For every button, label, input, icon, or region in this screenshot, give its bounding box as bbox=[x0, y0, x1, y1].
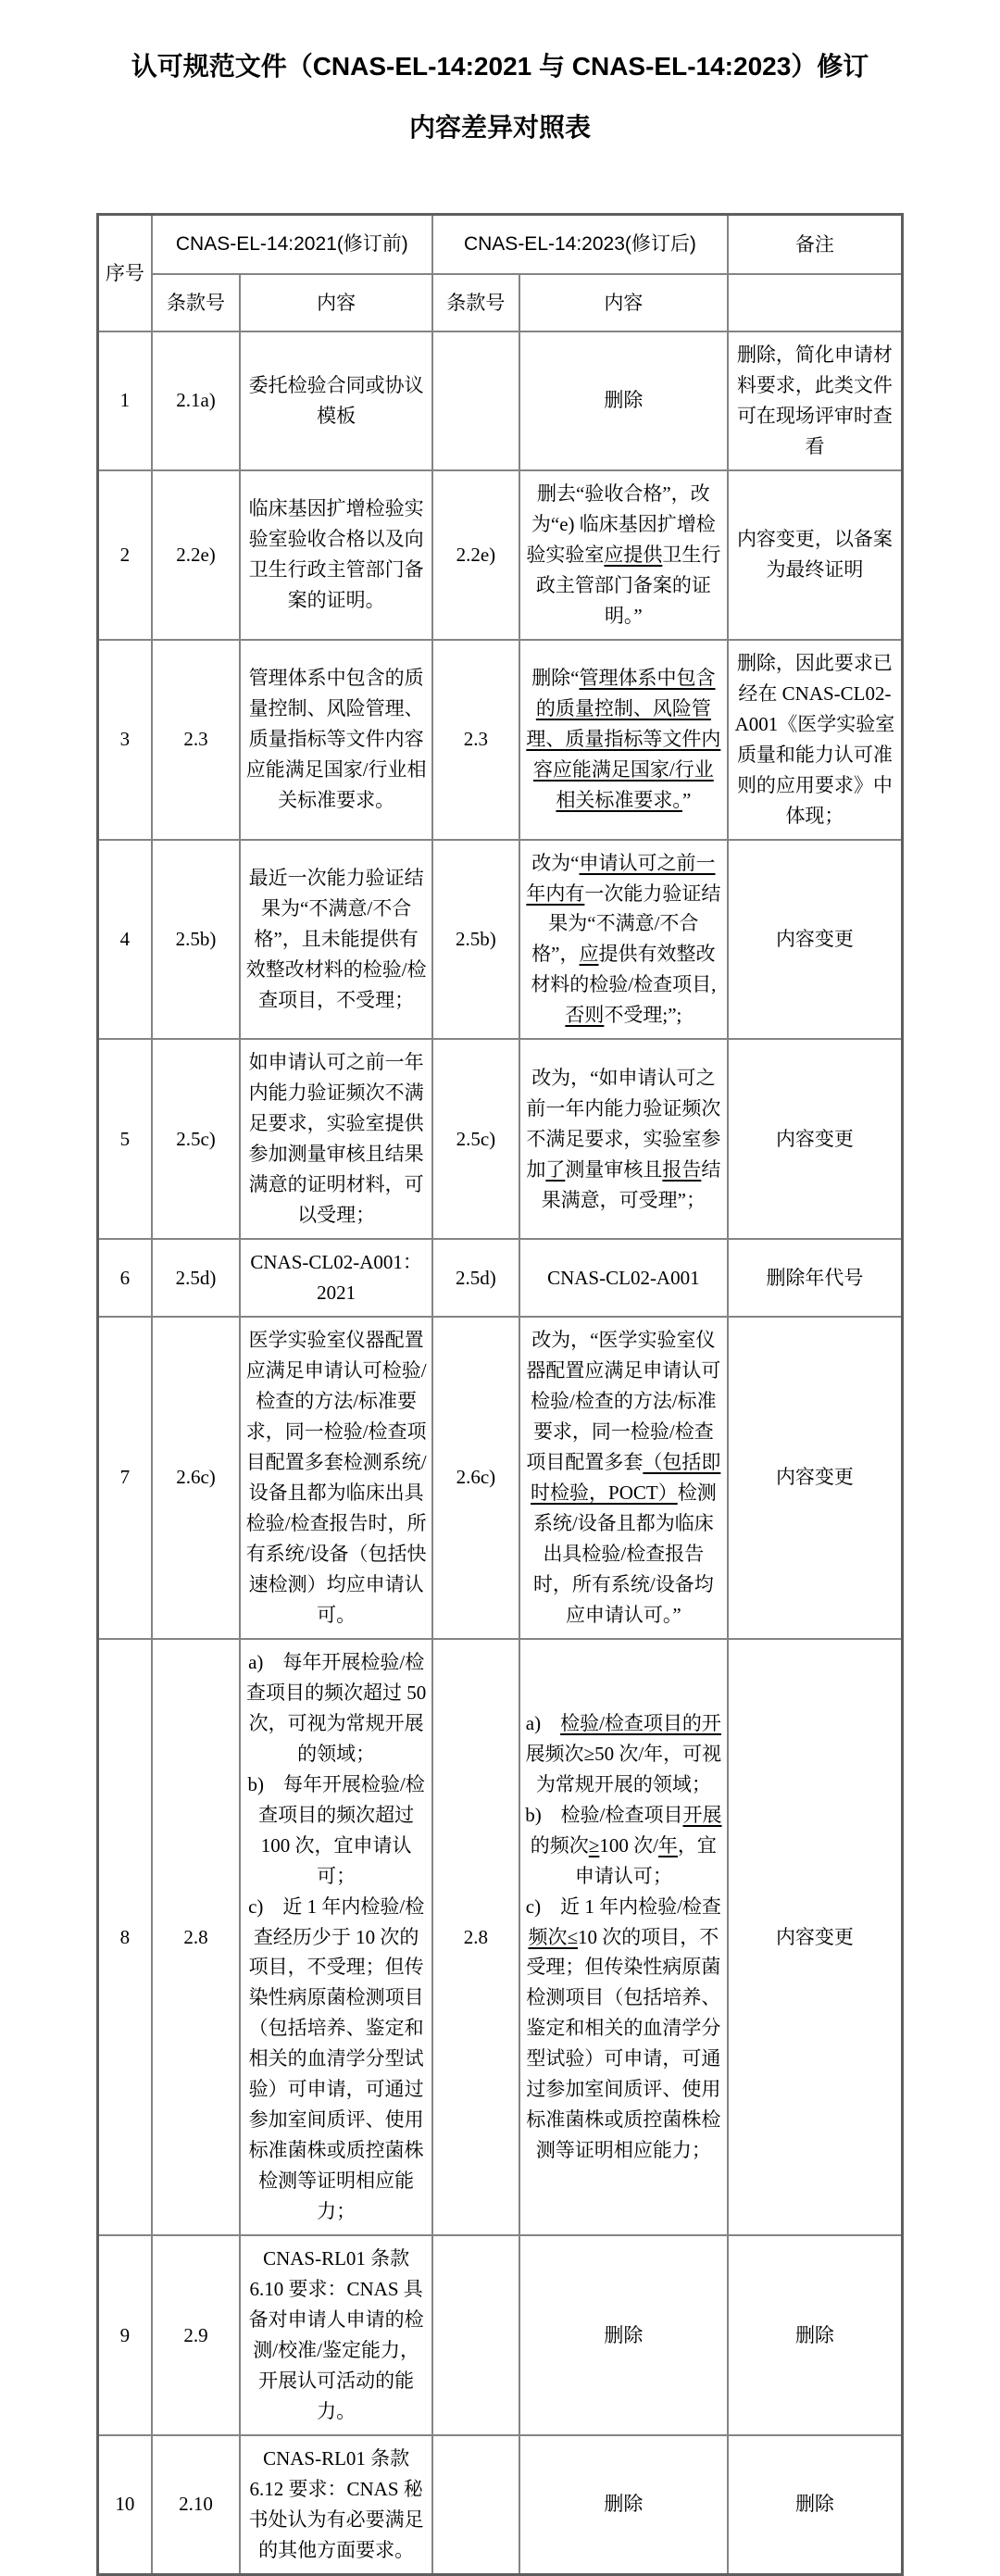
serial-cell: 5 bbox=[98, 1039, 152, 1239]
new-content-cell bbox=[519, 2435, 728, 2574]
old-clause-cell: 2.5c) bbox=[152, 1039, 241, 1239]
serial-cell: 10 bbox=[98, 2435, 152, 2574]
cell-paragraph: 委托检验合同或协议模板 bbox=[248, 373, 424, 427]
remark-cell bbox=[728, 1039, 903, 1239]
new-clause-cell bbox=[432, 331, 519, 470]
cell-paragraph: 删除 bbox=[604, 389, 644, 412]
new-clause-cell bbox=[432, 2235, 519, 2435]
cell-paragraph: 内容变更 bbox=[775, 927, 854, 950]
old-clause-cell: 2.9 bbox=[152, 2235, 241, 2435]
new-clause-cell: 2.5c) bbox=[432, 1039, 519, 1239]
header-row-main bbox=[98, 215, 903, 275]
cell-paragraph: 删除 bbox=[794, 2323, 834, 2346]
old-clause-cell: 2.6c) bbox=[152, 1317, 241, 1639]
cell-paragraph: 删除 bbox=[604, 2323, 644, 2346]
header-content-new: 内容 bbox=[519, 274, 728, 331]
old-content-cell bbox=[240, 470, 432, 640]
serial-cell: 7 bbox=[98, 1317, 152, 1639]
header-content-old: 内容 bbox=[240, 274, 432, 331]
cell-paragraph: 删除，因此要求已经在 CNAS-CL02-A001《医学实验室质量和能力认可准则的应用要求》中体现； bbox=[734, 651, 895, 827]
remark-cell bbox=[728, 640, 903, 840]
cell-paragraph: CNAS-RL01 条款 6.12 要求：CNAS 秘书处认为有必要满足的其他方面要求。 bbox=[248, 2447, 424, 2561]
table-row bbox=[98, 1239, 903, 1317]
new-clause-cell: 2.6c) bbox=[432, 1317, 519, 1639]
old-content-cell bbox=[240, 840, 432, 1040]
old-content-cell bbox=[240, 2235, 432, 2435]
serial-cell: 1 bbox=[98, 331, 152, 470]
cell-paragraph: 临床基因扩增检验实验室验收合格以及向卫生行政主管部门备案的证明。 bbox=[248, 497, 424, 612]
cell-paragraph: 删除年代号 bbox=[766, 1266, 864, 1289]
old-content-cell bbox=[240, 640, 432, 840]
cell-paragraph: a) 每年开展检验/检查项目的频次超过 50 次，可视为常规开展的领域； bbox=[246, 1650, 427, 1765]
new-clause-cell: 2.5d) bbox=[432, 1239, 519, 1317]
new-content-cell bbox=[519, 640, 728, 840]
table-row bbox=[98, 2435, 903, 2574]
cell-paragraph: c) 近 1 年内检验/检查频次≤10 次的项目，不受理；但传染性病原菌检测项目（包括培养、鉴定和相关的血清学分型试验）可申请，可通过参加室间质评、使用标准菌株或质控菌株检测等证明相应能力； bbox=[525, 1894, 721, 2162]
serial-cell: 2 bbox=[98, 470, 152, 640]
table-row bbox=[98, 1317, 903, 1639]
cell-paragraph: 内容变更 bbox=[775, 1925, 854, 1948]
header-2023: CNAS-EL-14:2023(修订后) bbox=[432, 215, 728, 275]
old-content-cell bbox=[240, 1239, 432, 1317]
old-clause-cell: 2.5d) bbox=[152, 1239, 241, 1317]
new-clause-cell: 2.5b) bbox=[432, 840, 519, 1040]
cell-paragraph: 删除，简化申请材料要求，此类文件可在现场评审时查看 bbox=[736, 344, 893, 457]
cell-paragraph: 删除“管理体系中包含的质量控制、风险管理、质量指标等文件内容应能满足国家/行业相关标准要求。” bbox=[526, 667, 721, 812]
remark-cell bbox=[728, 1317, 903, 1639]
new-content-cell bbox=[519, 2235, 728, 2435]
header-clause-new: 条款号 bbox=[432, 274, 519, 331]
cell-paragraph: 删去“验收合格”，改为“e) 临床基因扩增检验实验室应提供卫生行政主管部门备案的证明。” bbox=[526, 481, 721, 627]
cell-paragraph: 改为，“医学实验室仪器配置应满足申请认可检验/检查的方法/标准要求，同一检验/检查项目配置多套（包括即时检验，POCT）检测系统/设备且都为临床出具检验/检查报告时，所有系统/设备均应申请认可。” bbox=[526, 1329, 721, 1626]
new-content-cell bbox=[519, 840, 728, 1040]
table-header bbox=[98, 215, 903, 332]
old-clause-cell: 2.1a) bbox=[152, 331, 241, 470]
cell-paragraph: 删除 bbox=[794, 2493, 834, 2516]
new-clause-cell: 2.8 bbox=[432, 1639, 519, 2235]
new-clause-cell: 2.2e) bbox=[432, 470, 519, 640]
cell-paragraph: 改为“申请认可之前一年内有一次能力验证结果为“不满意/不合格”，应提供有效整改材料的检验/检查项目,否则不受理;”; bbox=[526, 851, 721, 1027]
header-clause-old: 条款号 bbox=[152, 274, 241, 331]
remark-cell bbox=[728, 2435, 903, 2574]
table-row bbox=[98, 640, 903, 840]
table-row bbox=[98, 1039, 903, 1239]
cell-paragraph: 改为，“如申请认可之前一年内能力验证频次不满足要求，实验室参加了测量审核且报告结果满意，可受理”； bbox=[526, 1066, 721, 1211]
cell-paragraph: c) 近 1 年内检验/检查经历少于 10 次的项目，不受理；但传染性病原菌检测项目（包括培养、鉴定和相关的血清学分型试验）可申请，可通过参加室间质评、使用标准菌株或质控菌株检测等证明相应能力； bbox=[248, 1894, 425, 2223]
table-row bbox=[98, 331, 903, 470]
table-body bbox=[98, 331, 903, 2574]
old-content-cell bbox=[240, 331, 432, 470]
old-clause-cell: 2.2e) bbox=[152, 470, 241, 640]
page-title-line1: 认可规范文件（CNAS-EL-14:2021 与 CNAS-EL-14:2023）修订 bbox=[131, 52, 869, 81]
remark-cell bbox=[728, 2235, 903, 2435]
cell-paragraph: a) 检验/检查项目的开展频次≥50 次/年，可视为常规开展的领域； bbox=[525, 1711, 722, 1795]
page-title-line2: 内容差异对照表 bbox=[408, 113, 591, 142]
serial-cell: 6 bbox=[98, 1239, 152, 1317]
table-row bbox=[98, 2235, 903, 2435]
serial-cell: 8 bbox=[98, 1639, 152, 2235]
serial-cell: 9 bbox=[98, 2235, 152, 2435]
table-row bbox=[98, 840, 903, 1040]
new-content-cell bbox=[519, 1317, 728, 1639]
header-serial: 序号 bbox=[98, 215, 152, 332]
new-clause-cell bbox=[432, 2435, 519, 2574]
old-clause-cell: 2.3 bbox=[152, 640, 241, 840]
new-content-cell bbox=[519, 1239, 728, 1317]
old-content-cell bbox=[240, 1317, 432, 1639]
remark-cell bbox=[728, 331, 903, 470]
new-clause-cell: 2.3 bbox=[432, 640, 519, 840]
new-content-cell bbox=[519, 1039, 728, 1239]
new-content-cell bbox=[519, 470, 728, 640]
cell-paragraph: CNAS-RL01 条款 6.10 要求：CNAS 具备对申请人申请的检测/校准/鉴定能力，开展认可活动的能力。 bbox=[248, 2247, 424, 2423]
cell-paragraph: 最近一次能力验证结果为“不满意/不合格”，且未能提供有效整改材料的检验/检查项目，不受理； bbox=[245, 867, 427, 1011]
cell-paragraph: 如申请认可之前一年内能力验证频次不满足要求，实验室提供参加测量审核且结果满意的证明材料，可以受理； bbox=[248, 1051, 424, 1227]
cell-paragraph: 内容变更，以备案为最终证明 bbox=[736, 528, 893, 581]
new-content-cell bbox=[519, 331, 728, 470]
header-row-sub bbox=[98, 274, 903, 331]
old-clause-cell: 2.10 bbox=[152, 2435, 241, 2574]
cell-paragraph: 内容变更 bbox=[775, 1127, 854, 1150]
header-remark-sub bbox=[728, 274, 903, 331]
cell-paragraph: 内容变更 bbox=[775, 1466, 854, 1489]
cell-paragraph: 删除 bbox=[604, 2493, 644, 2516]
remark-cell bbox=[728, 840, 903, 1040]
old-content-cell bbox=[240, 1039, 432, 1239]
table-row bbox=[98, 470, 903, 640]
remark-cell bbox=[728, 1239, 903, 1317]
old-clause-cell: 2.5b) bbox=[152, 840, 241, 1040]
serial-cell: 3 bbox=[98, 640, 152, 840]
page-title bbox=[56, 54, 944, 141]
cell-paragraph: CNAS-CL02-A001 bbox=[547, 1266, 700, 1289]
header-remark: 备注 bbox=[728, 215, 903, 275]
old-content-cell bbox=[240, 2435, 432, 2574]
serial-cell: 4 bbox=[98, 840, 152, 1040]
old-clause-cell: 2.8 bbox=[152, 1639, 241, 2235]
cell-paragraph: 医学实验室仪器配置应满足申请认可检验/检查的方法/标准要求，同一检验/检查项目配置多套检测系统/设备且都为临床出具检验/检查报告时，所有系统/设备（包括快速检测）均应申请认可。 bbox=[245, 1329, 427, 1626]
comparison-table bbox=[96, 213, 904, 2576]
cell-paragraph: b) 检验/检查项目开展的频次≥100 次/年，宜申请认可； bbox=[525, 1803, 722, 1887]
header-2021: CNAS-EL-14:2021(修订前) bbox=[152, 215, 432, 275]
remark-cell bbox=[728, 470, 903, 640]
cell-paragraph: 管理体系中包含的质量控制、风险管理、质量指标等文件内容应能满足国家/行业相关标准要求。 bbox=[245, 667, 427, 812]
cell-paragraph: CNAS-CL02-A001：2021 bbox=[250, 1251, 422, 1305]
cell-paragraph: b) 每年开展检验/检查项目的频次超过 100 次，宜申请认可； bbox=[247, 1772, 425, 1887]
